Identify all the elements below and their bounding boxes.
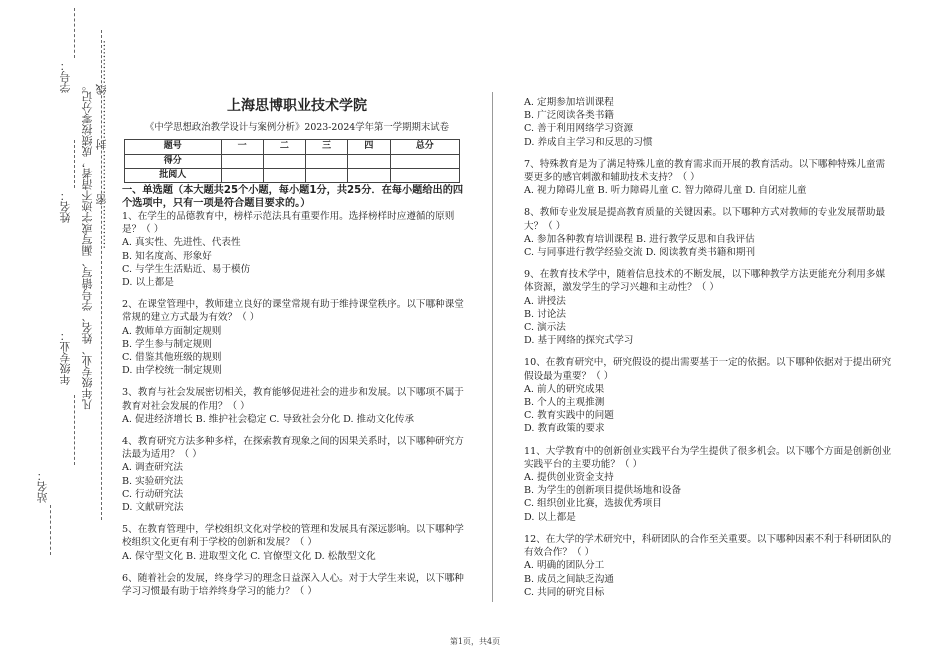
question — [524, 445, 894, 524]
answer-option[interactable]: A. 教师单方面制定规则 — [122, 325, 222, 337]
answer-option[interactable]: D. 以上都是 — [122, 277, 174, 289]
exam-notice: 凡年级专业、姓名、学号错写、漏写或字迹不清者，成绩按零分记。 — [81, 80, 94, 410]
question — [122, 435, 472, 514]
score-table-header-row — [125, 140, 460, 154]
question-stem: 12、在大学的学术研究中，科研团队的合作至关重要。以下哪种因素不利于科研团队的有效合作？（ ） — [524, 533, 892, 559]
answer-option[interactable]: B. 讨论法 — [524, 308, 566, 320]
score-header-cell: 一 — [221, 140, 263, 154]
answer-option[interactable]: B. 个人的主观推测 — [524, 397, 605, 409]
left-column — [122, 96, 472, 598]
question-gap — [122, 426, 472, 435]
question-gap — [524, 197, 894, 206]
answer-option[interactable]: D. 以上都是 — [524, 511, 576, 523]
answer-option[interactable]: C. 教育实践中的问题 — [524, 410, 614, 422]
score-cell[interactable] — [221, 154, 263, 168]
question-stem: 11、大学教育中的创新创业实践平台为学生提供了很多机会。以下哪个方面是创新创业实践平台的主要功能？（ ） — [524, 445, 892, 470]
question — [524, 268, 894, 347]
question-stem: 4、教育研究方法多种多样，在探索教育现象之间的因果关系时，以下哪种研究方法最为适用？（ ） — [122, 436, 464, 461]
question — [122, 386, 472, 426]
grader-cell[interactable] — [221, 168, 263, 182]
answer-option[interactable]: A. 提供创业资金支持 — [524, 472, 614, 484]
question-stem: 3、教育与社会发展密切相关，教育能够促进社会的进步和发展。以下哪项不属于教育对社会发展的作用？（ ） — [122, 387, 464, 412]
site-blank[interactable] — [50, 505, 51, 555]
answer-option[interactable]: A. 明确的团队分工 — [524, 560, 605, 572]
answer-option[interactable]: C. 行动研究法 — [122, 488, 184, 500]
question — [524, 206, 894, 259]
answer-option[interactable]: C. 共同的研究目标 — [524, 586, 605, 598]
question-stem: 7、特殊教育是为了满足特殊儿童的教育需求而开展的教育活动。以下哪种特殊儿童需要更多的感官刺激和辅助技术支持？（ ） — [524, 158, 886, 184]
answer-option[interactable]: C. 与同事进行教学经验交流 D. 阅读教育类书籍和期刊 — [524, 247, 756, 259]
score-cell[interactable] — [348, 154, 390, 168]
question — [524, 356, 894, 435]
question-gap — [524, 149, 894, 158]
answer-option[interactable]: C. 与学生生活贴近、易于模仿 — [122, 263, 251, 275]
score-header-cell: 总分 — [390, 140, 459, 154]
answer-option[interactable]: A. 参加各种教育培训课程 B. 进行教学反思和自我评估 — [524, 233, 755, 245]
answer-option[interactable]: D. 养成自主学习和反思的习惯 — [524, 136, 653, 148]
question-gap — [122, 289, 472, 298]
question-stem: 6、随着社会的发展，终身学习的理念日益深入人心。对于大学生来说，以下哪种学习习惯最有助于培养终身学习的能力？（ ） — [122, 572, 464, 598]
question-stem: 10、在教育研究中，研究假设的提出需要基于一定的依据。以下哪种依据对于提出研究假设最为重要？（ ） — [524, 357, 892, 382]
question-stem: 2、在课堂管理中，教师建立良好的课堂常规有助于维持课堂秩序。以下哪种课堂常规的建立方式最为有效？（ ） — [122, 299, 464, 324]
score-row — [125, 154, 460, 168]
question-gap — [524, 347, 894, 356]
grader-cell[interactable] — [348, 168, 390, 182]
answer-option[interactable]: D. 由学校统一制定规则 — [122, 365, 222, 377]
question-stem: 9、在教育技术学中，随着信息技术的不断发展，以下哪种教学方法更能充分利用多媒体资源，激发学生的学习兴趣和主动性？（ ） — [524, 269, 886, 294]
answer-option[interactable]: D. 文献研究法 — [122, 502, 184, 514]
question — [122, 523, 472, 563]
answer-option[interactable]: B. 学生参与制定规则 — [122, 338, 212, 350]
right-question-list — [524, 96, 894, 599]
grader-cell[interactable] — [390, 168, 459, 182]
score-table — [124, 139, 460, 183]
answer-option[interactable]: A. 讲授法 — [524, 295, 566, 307]
left-question-list — [122, 210, 472, 598]
section-heading: 一、单选题（本大题共25个小题，每小题1分，共25分．在每小题给出的四个选项中，只有一项是符合题目要求的。） — [122, 185, 464, 210]
score-header-cell: 二 — [263, 140, 305, 154]
answer-option[interactable]: C. 演示法 — [524, 322, 566, 334]
question-stem: 1、在学生的品德教育中，榜样示范法具有重要作用。选择榜样时应遵循的原则是？（ ） — [122, 211, 455, 236]
score-cell[interactable] — [306, 154, 348, 168]
seal-dash-line — [101, 30, 102, 520]
school-title: 上海思博职业技术学院 — [227, 98, 367, 114]
question — [122, 298, 472, 377]
score-header-cell: 题号 — [125, 140, 222, 154]
column-divider — [492, 92, 493, 602]
question — [524, 158, 894, 198]
question-gap — [524, 259, 894, 268]
answer-option[interactable]: D. 教育政策的要求 — [524, 423, 605, 435]
right-column — [524, 96, 894, 599]
answer-option[interactable]: A. 促进经济增长 B. 维护社会稳定 C. 导致社会分化 D. 推动文化传承 — [122, 413, 415, 425]
site-label: 站名： — [36, 470, 49, 503]
grader-cell[interactable] — [306, 168, 348, 182]
question-gap — [122, 514, 472, 523]
question — [122, 572, 472, 598]
score-cell[interactable] — [263, 154, 305, 168]
grader-row — [125, 168, 460, 182]
score-cell[interactable] — [390, 154, 459, 168]
grader-cell[interactable] — [263, 168, 305, 182]
answer-option[interactable]: A. 真实性、先进性、代表性 — [122, 237, 241, 249]
page-footer: 第1页，共4页 — [449, 637, 501, 646]
answer-option[interactable]: A. 定期参加培训课程 — [524, 97, 614, 108]
question — [122, 210, 472, 289]
score-header-cell: 三 — [306, 140, 348, 154]
grader-row-label: 批阅人 — [125, 168, 222, 182]
name-label: 姓名： — [59, 190, 72, 223]
seal-line: …………密…………封…………线………… — [95, 40, 108, 249]
answer-option[interactable]: B. 广泛阅读各类书籍 — [524, 110, 614, 122]
question-gap — [524, 524, 894, 533]
question-stem: 5、在教育管理中，学校组织文化对学校的管理和发展具有深远影响。以下哪种学校组织文化更有利于学校的创新和发展？（ ） — [122, 524, 464, 549]
question-gap — [524, 436, 894, 445]
answer-option[interactable]: B. 知名度高、形象好 — [122, 250, 212, 262]
score-header-cell: 四 — [348, 140, 390, 154]
answer-option[interactable]: A. 视力障碍儿童 B. 听力障碍儿童 C. 智力障碍儿童 D. 自闭症儿童 — [524, 185, 807, 197]
answer-option[interactable]: B. 为学生的创新项目提供场地和设备 — [524, 485, 682, 497]
answer-option[interactable]: C. 组织创业比赛，选拔优秀项目 — [524, 498, 662, 510]
answer-option[interactable]: C. 善于利用网络学习资源 — [524, 123, 634, 135]
student-id-blank[interactable] — [74, 8, 75, 58]
grade-major-label: 年级专业： — [59, 330, 72, 385]
name-blank[interactable] — [74, 140, 75, 188]
question-gap — [122, 563, 472, 572]
grade-major-blank[interactable] — [74, 395, 75, 465]
answer-option[interactable]: A. 前人的研究成果 — [524, 383, 605, 395]
answer-option[interactable]: C. 借鉴其他班级的规则 — [122, 352, 222, 364]
score-row-label: 得分 — [125, 154, 222, 168]
question — [524, 96, 894, 149]
question-gap — [122, 377, 472, 386]
question-stem: 8、教师专业发展是提高教育质量的关键因素。以下哪种方式对教师的专业发展帮助最大？（ ） — [524, 207, 886, 232]
answer-option[interactable]: A. 调查研究法 — [122, 462, 183, 474]
exam-title: 《中学思想政治教学设计与案例分析》2023-2024学年第一学期期末试卷 — [144, 122, 449, 134]
student-id-label: 学号： — [59, 60, 72, 93]
question — [524, 533, 894, 599]
answer-option[interactable]: B. 成员之间缺乏沟通 — [524, 573, 614, 585]
answer-option[interactable]: A. 保守型文化 B. 进取型文化 C. 官僚型文化 D. 松散型文化 — [122, 550, 376, 562]
answer-option[interactable]: B. 实验研究法 — [122, 475, 184, 487]
answer-option[interactable]: D. 基于网络的探究式学习 — [524, 335, 634, 347]
